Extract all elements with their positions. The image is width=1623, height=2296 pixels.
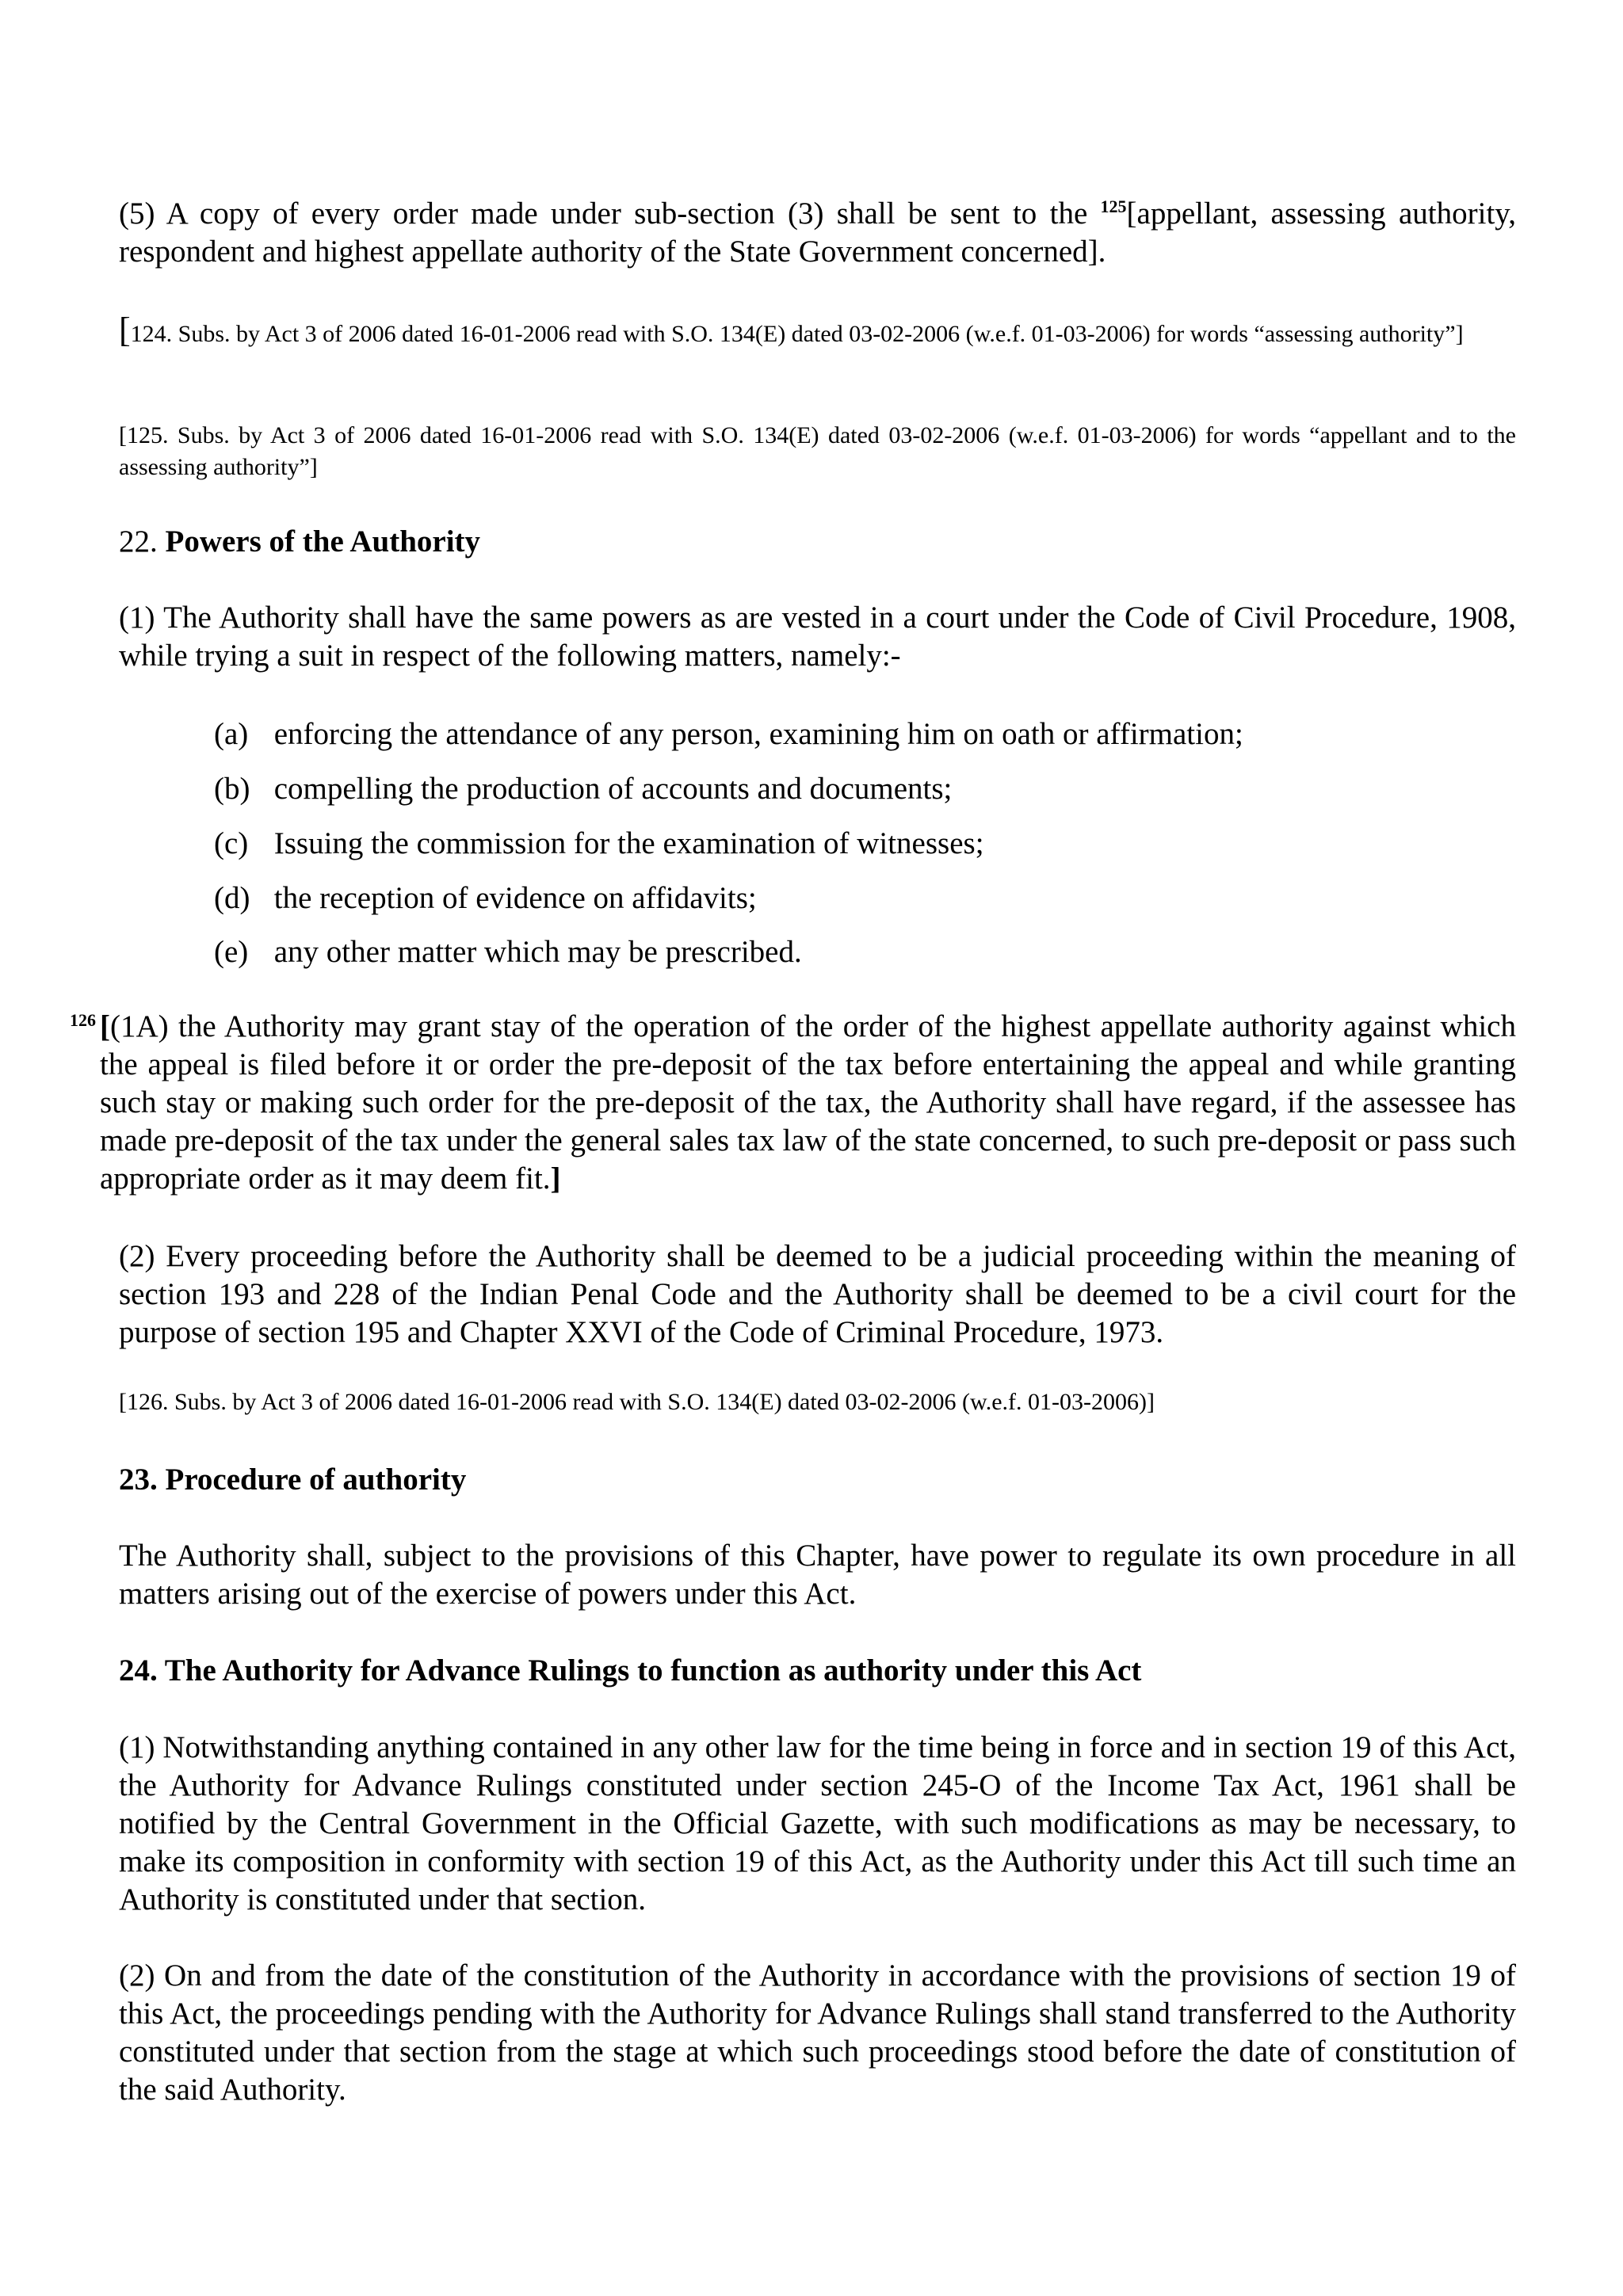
amendment-open-bracket: [ [100,1009,110,1043]
list-item-label: (b) [214,772,250,806]
footnote-125-text: [125. Subs. by Act 3 of 2006 dated 16-01-2006 read with S.O. 134(E) dated 03-02-2006 (w.e.f. 01-03-2006) for words “appellant and to the assessing authority”] [119,422,1516,480]
sub-section-5-amended-text: [appellant, assessing authority, respondent and highest appellate authority of the State Government concerned]. [119,196,1516,269]
list-item-b [214,770,1514,808]
footnote-ref-125[interactable]: 125 [1100,196,1127,216]
section-23-para: The Authority shall, subject to the provisions of this Chapter, have power to regulate its own procedure in all matters arising out of the exercise of powers under this Act. [119,1539,1516,1611]
list-item-text: any other matter which may be prescribed. [273,935,802,969]
section-23-heading: 23. Procedure of authority [119,1463,467,1497]
footnote-125 [119,420,1516,483]
list-item-a [214,715,1514,753]
section-22-para-1a [100,1008,1516,1198]
amendment-close-bracket: ] [550,1161,561,1196]
footnote-124-bracket: [ [119,311,131,349]
section-22-title: Powers of the Authority [165,524,481,559]
section-22-para-2: (2) Every proceeding before the Authority shall be deemed to be a judicial proceeding within the meaning of section 193 and 228 of the Indian Penal Code and the Authority shall be deemed to be a civil court for the purpose of section 195 and Chapter XXVI of the Code of Criminal Procedure, 1973. [119,1239,1516,1349]
list-item-label: (e) [214,935,249,969]
sub-section-5-text: (5) A copy of every order made under sub-section (3) shall be sent to the [119,196,1101,231]
section-24-para-2: (2) On and from the date of the constitution of the Authority in accordance with the provisions of section 19 of this Act, the proceedings pending with the Authority for Advance Rulings shall stand transferred to the Authority constituted under that section from the stage at which such proceedings stood before the date of constitution of the said Authority. [119,1958,1516,2107]
list-item-text: Issuing the commission for the examination of witnesses; [273,826,984,860]
list-item-e [214,933,1514,971]
footnote-124 [119,311,1516,350]
list-item-text: enforcing the attendance of any person, examining him on oath or affirmation; [273,717,1243,751]
footnote-126: [126. Subs. by Act 3 of 2006 dated 16-01-2006 read with S.O. 134(E) dated 03-02-2006 (w.e.f. 01-03-2006)] [119,1389,1155,1415]
section-22-heading [119,523,1516,561]
sub-section-5 [119,195,1516,271]
list-item-text: compelling the production of accounts and documents; [273,772,953,806]
list-item-c [214,825,1514,863]
footnote-ref-126[interactable]: 126 [70,1010,96,1030]
section-22-number: 22. [119,524,166,559]
section-22-para-1: (1) The Authority shall have the same powers as are vested in a court under the Code of Civil Procedure, 1908, while trying a suit in respect of the following matters, namely:- [119,601,1516,673]
list-item-label: (a) [214,717,249,751]
section-22-para-1a-text: (1A) the Authority may grant stay of the operation of the order of the highest appellate authority against which the appeal is filed before it or order the pre-deposit of the tax before entertaining the appeal and while granting such stay or making such order for the pre-deposit of the tax, the Authority shall have regard, if the assessee has made pre-deposit of the tax under the general sales tax law of the state concerned, to such pre-deposit or pass such appropriate order as it may deem fit. [100,1009,1516,1196]
list-item-label: (c) [214,826,249,860]
section-24-heading: 24. The Authority for Advance Rulings to function as authority under this Act [119,1653,1142,1688]
footnote-124-text: 124. Subs. by Act 3 of 2006 dated 16-01-2006 read with S.O. 134(E) dated 03-02-2006 (w.e.f. 01-03-2006) for words “assessing authority”] [130,321,1464,347]
list-item-d [214,879,1514,917]
section-24-para-1: (1) Notwithstanding anything contained in any other law for the time being in force and in section 19 of this Act, the Authority for Advance Rulings constituted under section 245-O of the Income Tax Act, 1961 shall be notified by the Central Government in the Official Gazette, with such modifications as may be necessary, to make its composition in conformity with section 19 of this Act, as the Authority under this Act till such time an Authority is constituted under that section. [119,1730,1516,1917]
list-item-label: (d) [214,881,250,915]
list-item-text: the reception of evidence on affidavits; [273,881,757,915]
